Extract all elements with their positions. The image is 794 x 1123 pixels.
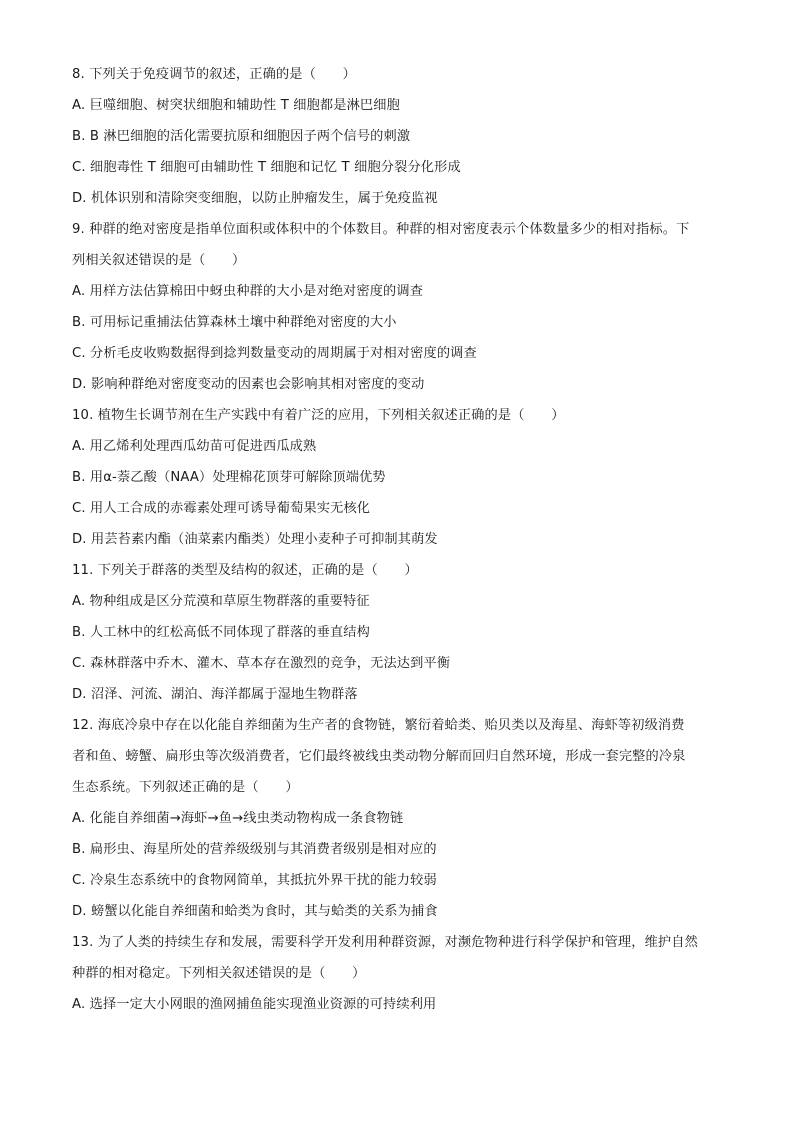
answer-option: B. 可用标记重捕法估算森林土壤中种群绝对密度的大小 [72, 315, 397, 330]
answer-option: C. 用人工合成的赤霉素处理可诱导葡萄果实无核化 [72, 501, 371, 516]
answer-option: A. 选择一定大小网眼的渔网捕鱼能实现渔业资源的可持续利用 [72, 997, 437, 1012]
answer-option: D. 沼泽、河流、湖泊、海洋都属于湿地生物群落 [72, 687, 358, 702]
question-stem-line: 8. 下列关于免疫调节的叙述，正确的是（ ） [72, 67, 356, 82]
answer-option: A. 用样方法估算棉田中蚜虫种群的大小是对绝对密度的调查 [72, 284, 424, 299]
question-stem-line: 生态系统。下列叙述正确的是（ ） [72, 780, 299, 795]
answer-option: C. 冷泉生态系统中的食物网简单，其抵抗外界干扰的能力较弱 [72, 873, 437, 888]
question-stem-line: 者和鱼、螃蟹、扁形虫等次级消费者，它们最终被线虫类动物分解而回归自然环境，形成一套完整的冷泉 [72, 749, 686, 764]
answer-option: D. 机体识别和清除突变细胞，以防止肿瘤发生，属于免疫监视 [72, 191, 438, 206]
answer-option: C. 分析毛皮收购数据得到捻判数量变动的周期属于对相对密度的调查 [72, 346, 477, 361]
question-stem-line: 种群的相对稳定。下列相关叙述错误的是（ ） [72, 966, 366, 981]
answer-option: D. 螃蟹以化能自养细菌和蛤类为食时，其与蛤类的关系为捕食 [72, 904, 438, 919]
question-stem-line: 10. 植物生长调节剂在生产实践中有着广泛的应用，下列相关叙述正确的是（ ） [72, 408, 565, 423]
question-stem-line: 13. 为了人类的持续生存和发展，需要科学开发利用种群资源，对濒危物种进行科学保护和管理，维护自然 [72, 935, 698, 950]
answer-option: B. B 淋巴细胞的活化需要抗原和细胞因子两个信号的刺激 [72, 129, 411, 144]
answer-option: B. 扁形虫、海星所处的营养级级别与其消费者级别是相对应的 [72, 842, 437, 857]
answer-option: A. 用乙烯利处理西瓜幼苗可促进西瓜成熟 [72, 439, 317, 454]
question-stem-line: 9. 种群的绝对密度是指单位面积或体积中的个体数目。种群的相对密度表示个体数量多少的相对指标。下 [72, 222, 690, 237]
answer-option: C. 森林群落中乔木、灌木、草本存在激烈的竞争，无法达到平衡 [72, 656, 451, 671]
answer-option: A. 巨噬细胞、树突状细胞和辅助性 T 细胞都是淋巴细胞 [72, 98, 400, 113]
question-stem-line: 12. 海底冷泉中存在以化能自养细菌为生产者的食物链，繁衍着蛤类、贻贝类以及海星、海虾等初级消费 [72, 718, 685, 733]
answer-option: C. 细胞毒性 T 细胞可由辅助性 T 细胞和记忆 T 细胞分裂分化形成 [72, 160, 461, 175]
answer-option: D. 用芸苔素内酯（油菜素内酯类）处理小麦种子可抑制其萌发 [72, 532, 438, 547]
answer-option: A. 化能自养细菌→海虾→鱼→线虫类动物构成一条食物链 [72, 811, 404, 826]
answer-option: B. 人工林中的红松高低不同体现了群落的垂直结构 [72, 625, 370, 640]
answer-option: B. 用α-萘乙酸（NAA）处理棉花顶芽可解除顶端优势 [72, 470, 386, 485]
answer-option: D. 影响种群绝对密度变动的因素也会影响其相对密度的变动 [72, 377, 425, 392]
question-stem-line: 11. 下列关于群落的类型及结构的叙述，正确的是（ ） [72, 563, 418, 578]
answer-option: A. 物种组成是区分荒漠和草原生物群落的重要特征 [72, 594, 370, 609]
question-stem-line: 列相关叙述错误的是（ ） [72, 253, 246, 268]
